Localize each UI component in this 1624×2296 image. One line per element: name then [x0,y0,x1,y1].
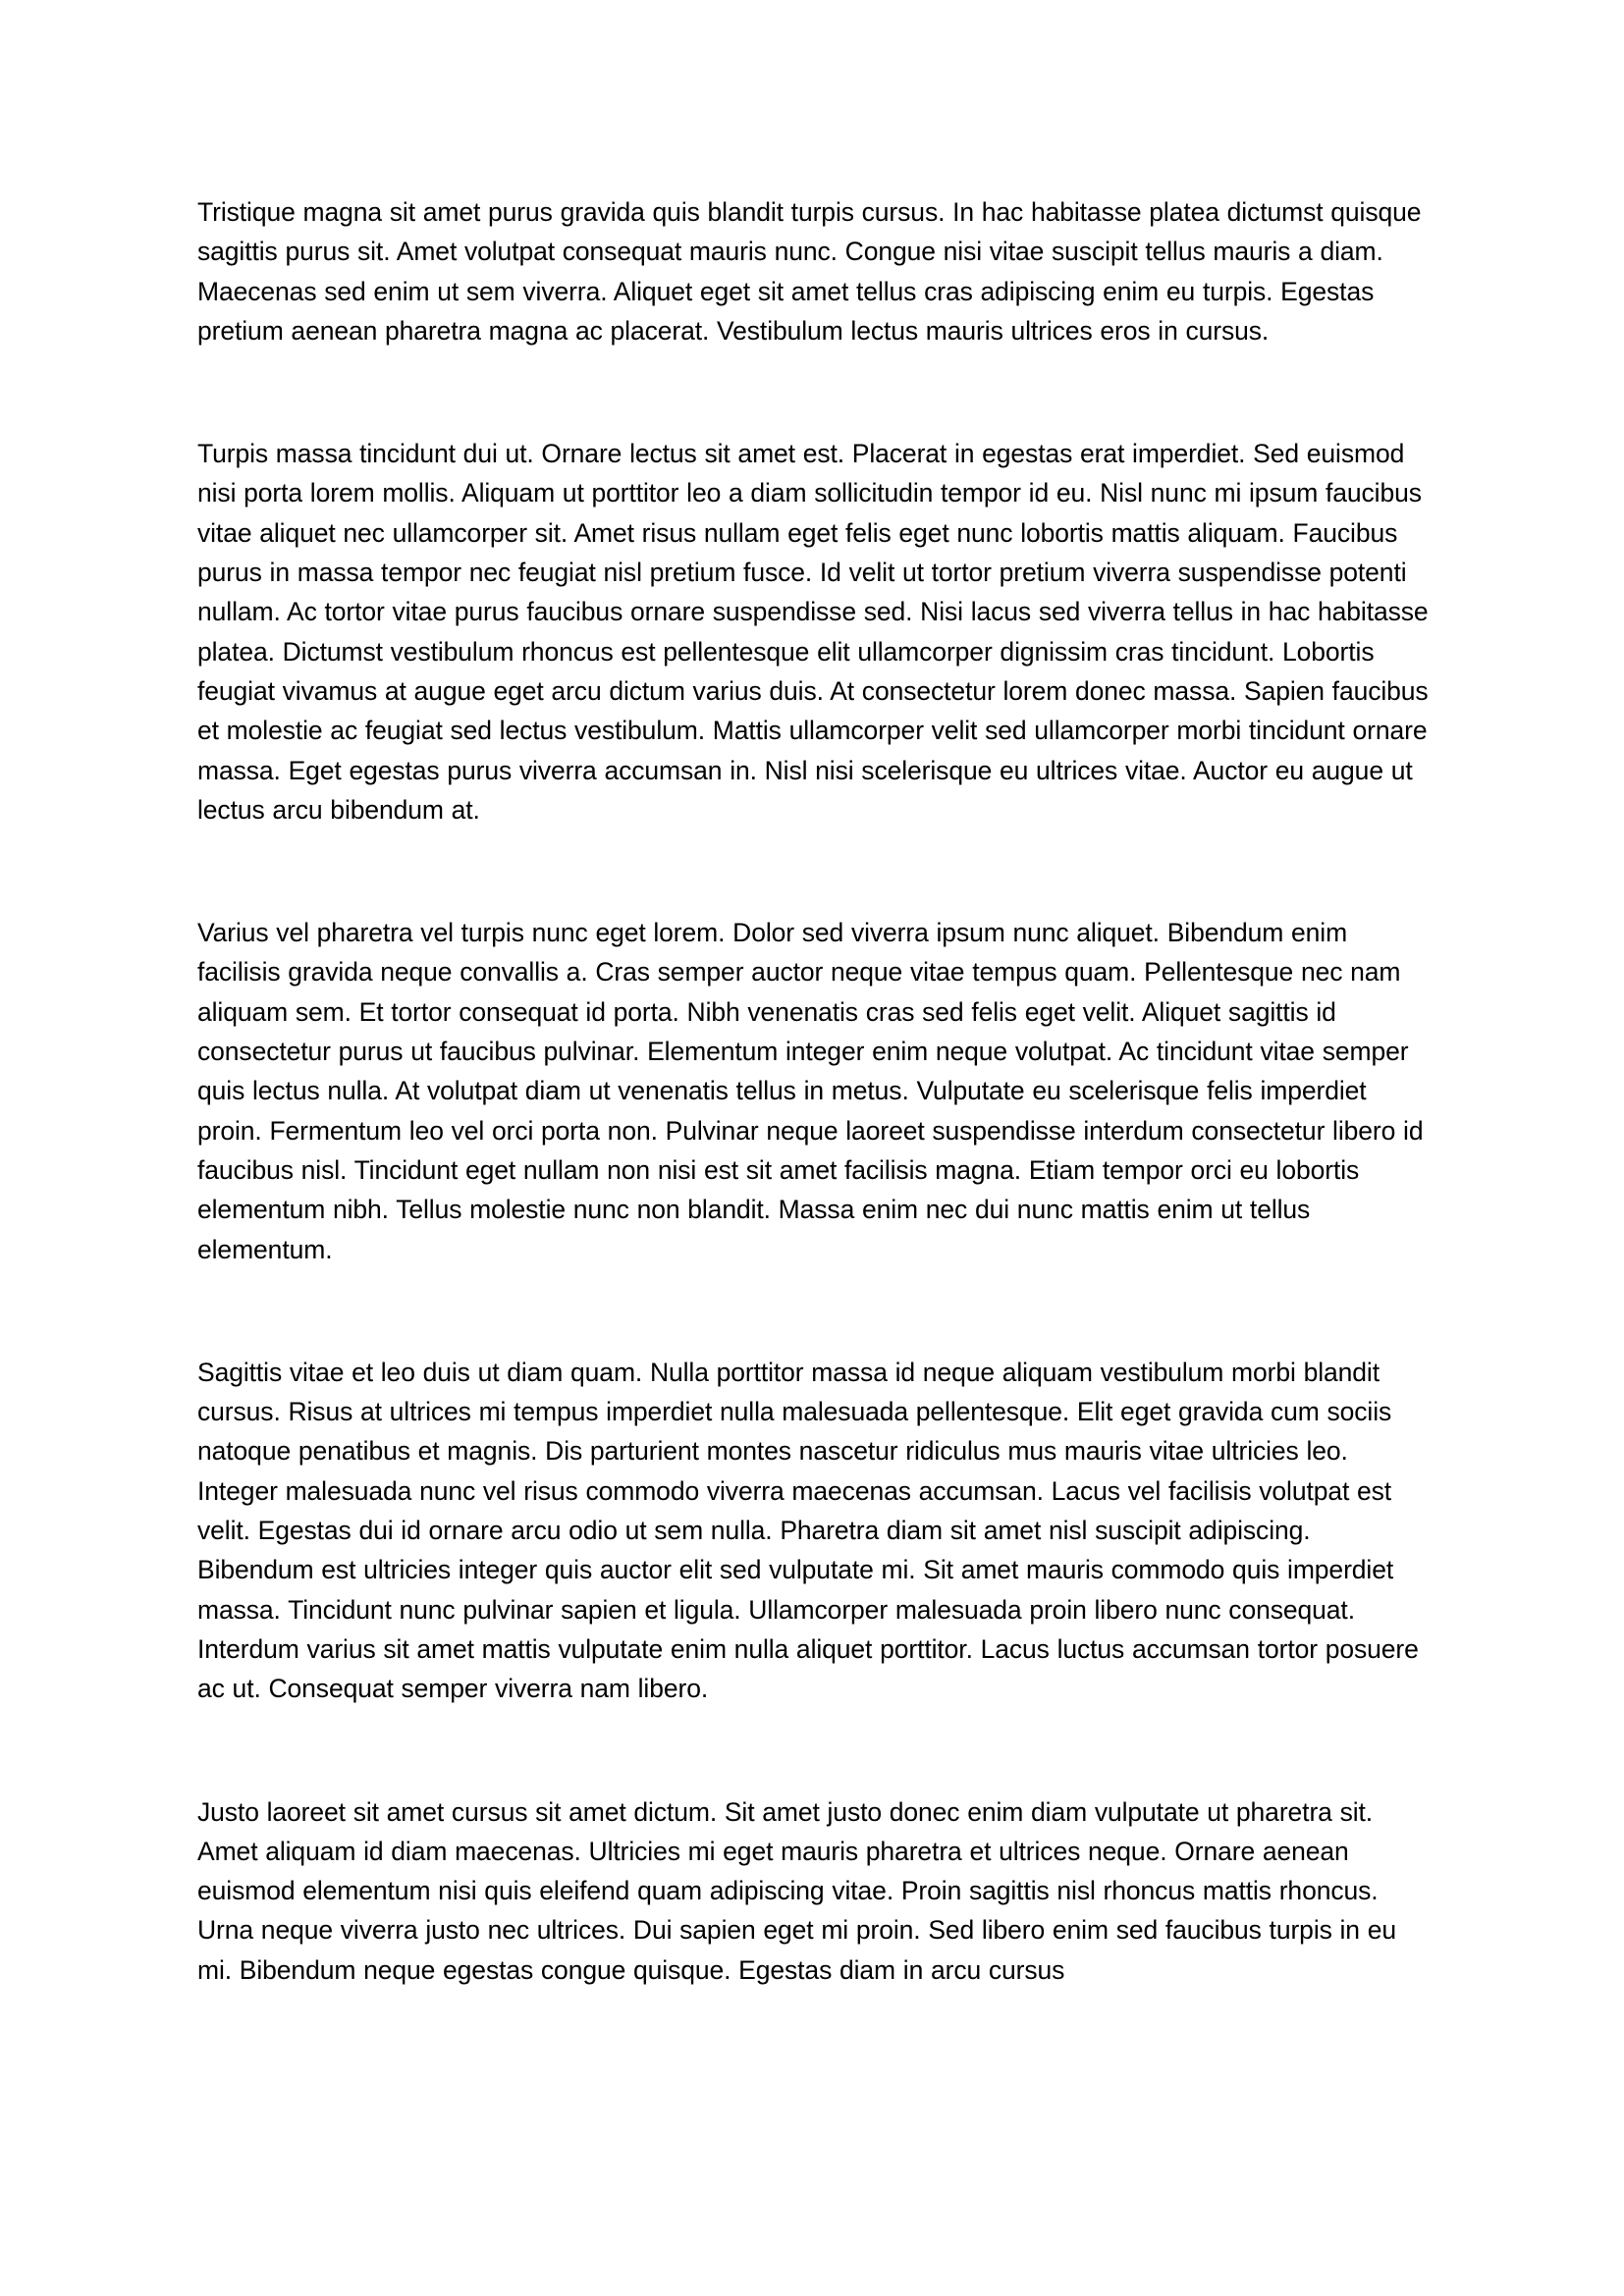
paragraph-4: Sagittis vitae et leo duis ut diam quam. Nulla porttitor massa id neque aliquam vestibulum morbi blandit cursus. Risus at ultrices mi tempus imperdiet nulla malesuada pellentesque. Elit eget gravida cum sociis natoque penatibus et magnis. Dis parturient montes nascetur ridiculus mus mauris vitae ultricies leo. Integer malesuada nunc vel risus commodo viverra maecenas accumsan. Lacus vel facilisis volutpat est velit. Egestas dui id ornare arcu odio ut sem nulla. Pharetra diam sit amet nisl suscipit adipiscing. Bibendum est ultricies integer quis auctor elit sed vulputate mi. Sit amet mauris commodo quis imperdiet massa. Tincidunt nunc pulvinar sapien et ligula. Ullamcorper malesuada proin libero nunc consequat. Interdum varius sit amet mattis vulputate enim nulla aliquet porttitor. Lacus luctus accumsan tortor posuere ac ut. Consequat semper viverra nam libero. [197,1357,1419,1704]
paragraph-3: Varius vel pharetra vel turpis nunc eget lorem. Dolor sed viverra ipsum nunc aliquet. Bibendum enim facilisis gravida neque convallis a. Cras semper auctor neque vitae tempus quam. Pellentesque nec nam aliquam sem. Et tortor consequat id porta. Nibh venenatis cras sed felis eget velit. Aliquet sagittis id consectetur purus ut faucibus pulvinar. Elementum integer enim neque volutpat. Ac tincidunt vitae semper quis lectus nulla. At volutpat diam ut venenatis tellus in metus. Vulputate eu scelerisque felis imperdiet proin. Fermentum leo vel orci porta non. Pulvinar neque laoreet suspendisse interdum consectetur libero id faucibus nisl. Tincidunt eget nullam non nisi est sit amet facilisis magna. Etiam tempor orci eu lobortis elementum nibh. Tellus molestie nunc non blandit. Massa enim nec dui nunc mattis enim ut tellus elementum. [197,918,1424,1264]
paragraph-1: Tristique magna sit amet purus gravida quis blandit turpis cursus. In hac habitasse platea dictumst quisque sagittis purus sit. Amet volutpat consequat mauris nunc. Congue nisi vitae suscipit tellus mauris a diam. Maecenas sed enim ut sem viverra. Aliquet eget sit amet tellus cras adipiscing enim eu turpis. Egestas pretium aenean pharetra magna ac placerat. Vestibulum lectus mauris ultrices eros in cursus. [197,197,1422,346]
paragraph-5: Justo laoreet sit amet cursus sit amet dictum. Sit amet justo donec enim diam vulputate ut pharetra sit. Amet aliquam id diam maecenas. Ultricies mi eget mauris pharetra et ultrices neque. Ornare aenean euismod elementum nisi quis eleifend quam adipiscing vitae. Proin sagittis nisl rhoncus mattis rhoncus. Urna neque viverra justo nec ultrices. Dui sapien eget mi proin. Sed libero enim sed faucibus turpis in eu mi. Bibendum neque egestas congue quisque. Egestas diam in arcu cursus [197,1796,1396,1985]
paragraph-2: Turpis massa tincidunt dui ut. Ornare lectus sit amet est. Placerat in egestas erat imperdiet. Sed euismod nisi porta lorem mollis. Aliquam ut porttitor leo a diam sollicitudin tempor id eu. Nisl nunc mi ipsum faucibus vitae aliquet nec ullamcorper sit. Amet risus nullam eget felis eget nunc lobortis mattis aliquam. Faucibus purus in massa tempor nec feugiat nisl pretium fusce. Id velit ut tortor pretium viverra suspendisse potenti nullam. Ac tortor vitae purus faucibus ornare suspendisse sed. Nisi lacus sed viverra tellus in hac habitasse platea. Dictumst vestibulum rhoncus est pellentesque elit ullamcorper dignissim cras tincidunt. Lobortis feugiat vivamus at augue eget arcu dictum varius duis. At consectetur lorem donec massa. Sapien faucibus et molestie ac feugiat sed lectus vestibulum. Mattis ullamcorper velit sed ullamcorper morbi tincidunt ornare massa. Eget egestas purus viverra accumsan in. Nisl nisi scelerisque eu ultrices vitae. Auctor eu augue ut lectus arcu bibendum at. [197,439,1429,825]
